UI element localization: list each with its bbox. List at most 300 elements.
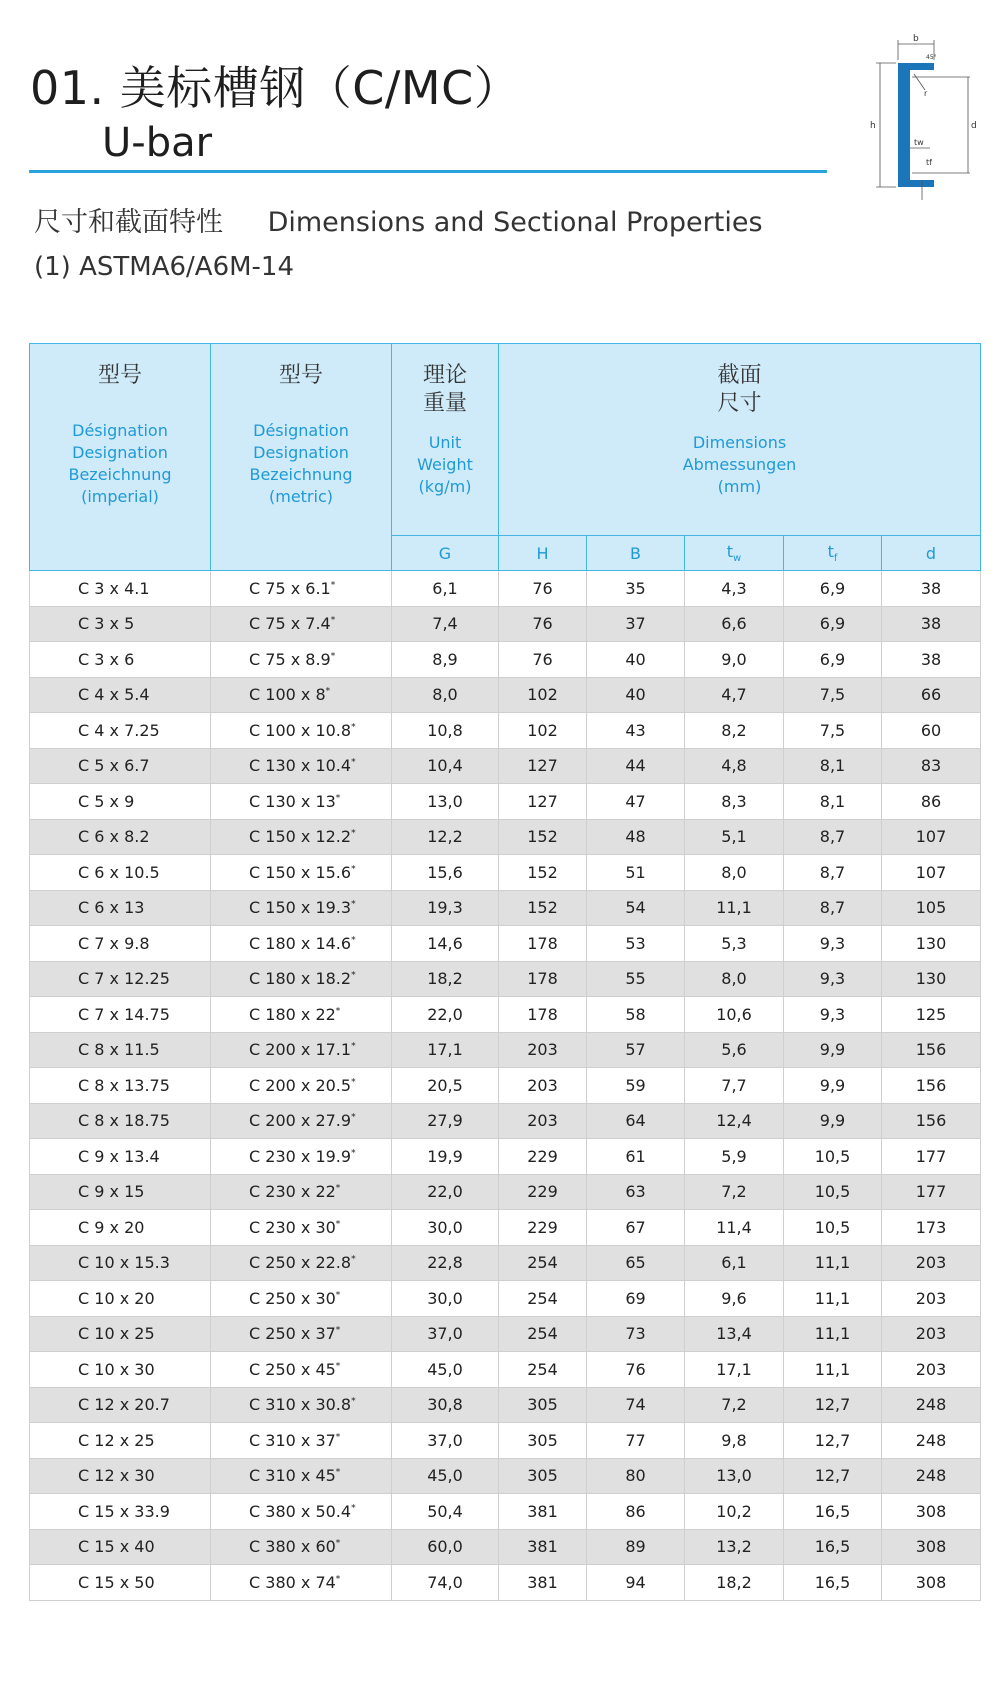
table-cell: 308	[882, 1565, 981, 1601]
table-row	[30, 1281, 981, 1317]
table-cell: 9,9	[784, 1103, 882, 1139]
table-cell: 30,0	[392, 1210, 499, 1246]
metric-mark: *	[351, 1254, 356, 1265]
table-cell	[211, 713, 392, 749]
metric-designation: C 310 x 30.8	[249, 1395, 352, 1415]
table-cell: 10,5	[784, 1210, 882, 1246]
metric-mark: *	[330, 651, 336, 662]
table-row	[30, 1494, 981, 1530]
table-cell: 16,5	[784, 1565, 882, 1601]
table-cell	[211, 606, 392, 642]
table-cell: 229	[499, 1174, 587, 1210]
table-cell: 76	[499, 571, 587, 607]
table-cell: 14,6	[392, 926, 499, 962]
table-cell: 4,7	[685, 677, 784, 713]
table-cell: 12,7	[784, 1458, 882, 1494]
metric-designation: C 150 x 12.2	[249, 827, 352, 847]
metric-mark: *	[335, 793, 341, 804]
table-cell: 152	[499, 855, 587, 891]
metric-designation: C 310 x 37	[249, 1430, 336, 1450]
metric-designation: C 380 x 50.4	[249, 1501, 352, 1521]
table-cell: 13,0	[685, 1458, 784, 1494]
table-cell: 60,0	[392, 1529, 499, 1565]
table-cell: C 7 x 14.75	[30, 997, 211, 1033]
table-cell: C 3 x 4.1	[30, 571, 211, 607]
table-cell: 13,4	[685, 1316, 784, 1352]
table-cell: 130	[882, 926, 981, 962]
table-cell: 74,0	[392, 1565, 499, 1601]
header-en-line: Unit	[428, 433, 462, 452]
table-cell: 12,7	[784, 1423, 882, 1459]
table-cell: 11,1	[784, 1245, 882, 1281]
table-cell: 6,1	[685, 1245, 784, 1281]
subheader-h: H	[499, 536, 587, 571]
table-cell: 5,1	[685, 819, 784, 855]
table-cell	[211, 1316, 392, 1352]
subtitle-chinese: 尺寸和截面特性	[34, 207, 223, 238]
table-cell: C 4 x 5.4	[30, 677, 211, 713]
table-cell: 45,0	[392, 1458, 499, 1494]
table-cell: C 8 x 13.75	[30, 1068, 211, 1104]
table-cell: 254	[499, 1352, 587, 1388]
table-cell: 60	[882, 713, 981, 749]
label-angle: 45°	[926, 54, 937, 61]
table-cell: 130	[882, 961, 981, 997]
table-cell: 59	[587, 1068, 685, 1104]
table-cell: 80	[587, 1458, 685, 1494]
metric-designation: C 200 x 17.1	[249, 1040, 352, 1060]
label-h: h	[870, 121, 876, 131]
table-cell: 156	[882, 1103, 981, 1139]
table-cell	[211, 855, 392, 891]
table-cell: 248	[882, 1387, 981, 1423]
label-tf: tf	[926, 158, 932, 167]
table-cell	[211, 1210, 392, 1246]
table-cell	[211, 926, 392, 962]
metric-mark: *	[335, 1538, 341, 1549]
table-cell: 9,3	[784, 926, 882, 962]
header-en-line: (mm)	[717, 477, 762, 496]
table-cell: C 8 x 18.75	[30, 1103, 211, 1139]
metric-designation: C 200 x 20.5	[249, 1075, 352, 1095]
table-cell: 9,8	[685, 1423, 784, 1459]
table-cell	[211, 677, 392, 713]
table-cell: 54	[587, 890, 685, 926]
table-cell: C 10 x 15.3	[30, 1245, 211, 1281]
metric-designation: C 130 x 13	[249, 791, 336, 811]
table-cell: 7,2	[685, 1387, 784, 1423]
table-cell: 37	[587, 606, 685, 642]
dimensions-table	[29, 343, 981, 1601]
metric-designation: C 380 x 60	[249, 1537, 336, 1557]
metric-mark: *	[351, 899, 356, 910]
table-row	[30, 713, 981, 749]
table-cell: C 6 x 13	[30, 890, 211, 926]
table-row	[30, 748, 981, 784]
subheader-tf-subscript: f	[833, 553, 838, 565]
table-cell: C 12 x 30	[30, 1458, 211, 1494]
metric-designation: C 180 x 14.6	[249, 933, 352, 953]
header-en-line: (kg/m)	[418, 477, 472, 496]
table-cell: 152	[499, 890, 587, 926]
table-cell: 30,8	[392, 1387, 499, 1423]
metric-mark: *	[351, 864, 356, 875]
table-row	[30, 1139, 981, 1175]
table-cell	[211, 1423, 392, 1459]
table-cell: 65	[587, 1245, 685, 1281]
table-cell: 8,0	[392, 677, 499, 713]
metric-mark: *	[335, 1361, 341, 1372]
table-cell	[211, 1529, 392, 1565]
table-cell: 178	[499, 961, 587, 997]
table-cell: 177	[882, 1139, 981, 1175]
table-cell: 9,9	[784, 1032, 882, 1068]
subheader-tf-base: t	[827, 541, 834, 561]
table-cell: 10,4	[392, 748, 499, 784]
table-cell: 8,7	[784, 890, 882, 926]
table-row	[30, 1423, 981, 1459]
table-cell: 10,5	[784, 1139, 882, 1175]
section-subtitle	[34, 200, 763, 239]
table-cell	[211, 997, 392, 1033]
table-cell: 107	[882, 819, 981, 855]
table-cell: 254	[499, 1281, 587, 1317]
subheader-b: B	[587, 536, 685, 571]
table-cell: 125	[882, 997, 981, 1033]
table-cell: 305	[499, 1387, 587, 1423]
table-cell: 76	[499, 642, 587, 678]
table-cell: 27,9	[392, 1103, 499, 1139]
table-cell: 16,5	[784, 1494, 882, 1530]
subheader-g: G	[392, 536, 499, 571]
header-zh: 型号	[97, 363, 142, 388]
table-row	[30, 1316, 981, 1352]
table-row	[30, 784, 981, 820]
table-cell: 6,1	[392, 571, 499, 607]
table-cell: 381	[499, 1494, 587, 1530]
table-cell: 43	[587, 713, 685, 749]
header-dimensions	[499, 344, 981, 536]
metric-designation: C 100 x 8	[249, 685, 326, 705]
table-cell: C 5 x 9	[30, 784, 211, 820]
table-cell	[211, 1245, 392, 1281]
table-cell: 30,0	[392, 1281, 499, 1317]
table-cell: 40	[587, 677, 685, 713]
metric-mark: *	[351, 757, 356, 768]
metric-mark: *	[351, 1077, 356, 1088]
table-cell: 7,5	[784, 677, 882, 713]
table-row	[30, 1032, 981, 1068]
table-cell: C 3 x 5	[30, 606, 211, 642]
table-cell: 12,2	[392, 819, 499, 855]
header-metric-designation	[211, 344, 392, 571]
table-cell: 18,2	[685, 1565, 784, 1601]
table-cell: 203	[882, 1316, 981, 1352]
table-cell: 66	[882, 677, 981, 713]
metric-mark: *	[335, 1432, 341, 1443]
metric-mark: *	[351, 1396, 356, 1407]
table-cell: 8,9	[392, 642, 499, 678]
header-en-line: Weight	[417, 455, 473, 474]
header-zh-line: 截面	[717, 363, 762, 388]
table-cell: 7,4	[392, 606, 499, 642]
table-cell: 156	[882, 1068, 981, 1104]
header-en-line: (metric)	[268, 487, 333, 506]
header-en-line: Dimensions	[692, 433, 787, 452]
page-title: 01. 美标槽钢（C/MC）	[30, 61, 521, 115]
table-cell: C 15 x 50	[30, 1565, 211, 1601]
table-cell: 7,5	[784, 713, 882, 749]
table-cell: 229	[499, 1210, 587, 1246]
table-cell: 229	[499, 1139, 587, 1175]
table-cell: 12,7	[784, 1387, 882, 1423]
table-cell: C 10 x 30	[30, 1352, 211, 1388]
table-cell: 203	[882, 1352, 981, 1388]
table-cell: 8,0	[685, 961, 784, 997]
table-cell: 10,8	[392, 713, 499, 749]
table-cell	[211, 1494, 392, 1530]
subheader-tw-base: t	[726, 541, 734, 561]
table-cell: 6,6	[685, 606, 784, 642]
table-row	[30, 819, 981, 855]
table-cell: 9,6	[685, 1281, 784, 1317]
table-cell: 4,3	[685, 571, 784, 607]
metric-mark: *	[335, 1006, 341, 1017]
table-row	[30, 1068, 981, 1104]
table-cell: 19,3	[392, 890, 499, 926]
table-cell: 248	[882, 1458, 981, 1494]
table-cell: 19,9	[392, 1139, 499, 1175]
table-cell: C 5 x 6.7	[30, 748, 211, 784]
table-cell: C 12 x 20.7	[30, 1387, 211, 1423]
table-cell: 37,0	[392, 1423, 499, 1459]
table-cell: 8,0	[685, 855, 784, 891]
table-cell: C 9 x 15	[30, 1174, 211, 1210]
table-cell: 17,1	[685, 1352, 784, 1388]
table-row	[30, 997, 981, 1033]
table-cell: C 8 x 11.5	[30, 1032, 211, 1068]
metric-designation: C 130 x 10.4	[249, 756, 352, 776]
table-cell	[211, 819, 392, 855]
table-cell	[211, 1352, 392, 1388]
table-cell: 35	[587, 571, 685, 607]
table-cell: 6,9	[784, 606, 882, 642]
table-cell: 107	[882, 855, 981, 891]
table-cell: 6,9	[784, 642, 882, 678]
table-cell: 63	[587, 1174, 685, 1210]
metric-designation: C 150 x 19.3	[249, 898, 352, 918]
table-cell: 22,8	[392, 1245, 499, 1281]
table-row	[30, 1352, 981, 1388]
subheader-tw-subscript: w	[733, 553, 742, 565]
table-cell	[211, 1174, 392, 1210]
table-cell	[211, 1068, 392, 1104]
table-cell: 102	[499, 713, 587, 749]
metric-mark: *	[335, 1290, 341, 1301]
table-row	[30, 1174, 981, 1210]
header-zh-line: 尺寸	[717, 391, 762, 416]
label-d: d	[971, 121, 977, 131]
table-cell: 8,1	[784, 748, 882, 784]
metric-designation: C 200 x 27.9	[249, 1111, 352, 1131]
table-cell	[211, 748, 392, 784]
table-cell: 8,3	[685, 784, 784, 820]
metric-designation: C 75 x 6.1	[249, 578, 331, 598]
table-cell: 308	[882, 1494, 981, 1530]
table-cell: 38	[882, 571, 981, 607]
metric-mark: *	[351, 970, 356, 981]
header-zh-line: 重量	[422, 391, 467, 416]
table-row	[30, 1210, 981, 1246]
table-cell	[211, 1458, 392, 1494]
metric-mark: *	[335, 1183, 341, 1194]
header-en-line: Bezeichnung	[249, 465, 353, 484]
table-cell: 11,1	[784, 1281, 882, 1317]
table-cell: 156	[882, 1032, 981, 1068]
label-b: b	[913, 34, 919, 44]
metric-designation: C 230 x 19.9	[249, 1146, 352, 1166]
metric-designation: C 250 x 22.8	[249, 1253, 352, 1273]
table-cell: C 12 x 25	[30, 1423, 211, 1459]
metric-mark: *	[351, 1041, 356, 1052]
table-cell: 83	[882, 748, 981, 784]
table-cell: 305	[499, 1423, 587, 1459]
metric-mark: *	[351, 935, 356, 946]
header-en-line: Abmessungen	[682, 455, 797, 474]
table-cell: 5,6	[685, 1032, 784, 1068]
metric-mark: *	[351, 722, 356, 733]
table-row	[30, 890, 981, 926]
table-cell: 177	[882, 1174, 981, 1210]
table-cell: 94	[587, 1565, 685, 1601]
table-cell: 18,2	[392, 961, 499, 997]
table-cell: 57	[587, 1032, 685, 1068]
table-cell: 105	[882, 890, 981, 926]
table-row	[30, 677, 981, 713]
table-cell: 4,8	[685, 748, 784, 784]
table-cell: C 9 x 20	[30, 1210, 211, 1246]
table-cell: C 7 x 12.25	[30, 961, 211, 997]
table-cell: 7,7	[685, 1068, 784, 1104]
table-cell: 203	[882, 1245, 981, 1281]
channel-section-diagram	[870, 30, 980, 220]
table-row	[30, 606, 981, 642]
table-cell: 9,0	[685, 642, 784, 678]
table-cell: 13,2	[685, 1529, 784, 1565]
page-title-english: U-bar	[102, 120, 213, 166]
table-cell: 61	[587, 1139, 685, 1175]
table-cell: 5,9	[685, 1139, 784, 1175]
table-cell: C 15 x 33.9	[30, 1494, 211, 1530]
table-cell: 53	[587, 926, 685, 962]
table-cell	[211, 1387, 392, 1423]
metric-designation: C 250 x 30	[249, 1288, 336, 1308]
table-cell: 77	[587, 1423, 685, 1459]
table-cell: 86	[587, 1494, 685, 1530]
metric-designation: C 75 x 8.9	[249, 649, 331, 669]
table-cell: 40	[587, 642, 685, 678]
table-cell	[211, 961, 392, 997]
table-cell: 48	[587, 819, 685, 855]
table-cell: C 7 x 9.8	[30, 926, 211, 962]
table-cell	[211, 571, 392, 607]
table-row	[30, 855, 981, 891]
table-cell: C 6 x 8.2	[30, 819, 211, 855]
table-cell: 89	[587, 1529, 685, 1565]
table-cell: 203	[499, 1032, 587, 1068]
table-cell: 308	[882, 1529, 981, 1565]
table-cell: 102	[499, 677, 587, 713]
header-en-line: Désignation	[253, 421, 349, 440]
table-cell: 73	[587, 1316, 685, 1352]
table-cell: 11,1	[784, 1316, 882, 1352]
table-cell: 127	[499, 748, 587, 784]
table-cell: 254	[499, 1245, 587, 1281]
table-cell: 76	[499, 606, 587, 642]
table-cell: 38	[882, 606, 981, 642]
table-cell	[211, 1032, 392, 1068]
table-cell: 381	[499, 1529, 587, 1565]
table-cell: 6,9	[784, 571, 882, 607]
table-cell: 9,3	[784, 961, 882, 997]
table-cell: 74	[587, 1387, 685, 1423]
table-cell: 16,5	[784, 1529, 882, 1565]
table-cell: 203	[499, 1103, 587, 1139]
table-cell: 76	[587, 1352, 685, 1388]
header-imperial-designation	[30, 344, 211, 571]
table-cell	[211, 1565, 392, 1601]
table-cell: 58	[587, 997, 685, 1033]
table-cell: 9,3	[784, 997, 882, 1033]
metric-mark: *	[330, 615, 336, 626]
metric-designation: C 150 x 15.6	[249, 862, 352, 882]
subheader-tf	[784, 536, 882, 571]
table-body	[30, 571, 981, 1601]
table-cell: 8,1	[784, 784, 882, 820]
title-divider	[29, 170, 827, 173]
table-cell: 13,0	[392, 784, 499, 820]
metric-designation: C 230 x 22	[249, 1182, 336, 1202]
table-cell: 12,4	[685, 1103, 784, 1139]
metric-designation: C 75 x 7.4	[249, 614, 331, 634]
table-cell: 8,7	[784, 855, 882, 891]
label-tw: tw	[914, 138, 924, 147]
metric-designation: C 230 x 30	[249, 1217, 336, 1237]
metric-mark: *	[335, 1325, 341, 1336]
header-unit-weight	[392, 344, 499, 536]
metric-designation: C 100 x 10.8	[249, 720, 352, 740]
label-r: r	[924, 89, 928, 98]
table-cell	[211, 890, 392, 926]
metric-mark: *	[335, 1467, 341, 1478]
metric-designation: C 380 x 74	[249, 1572, 336, 1592]
header-en-line: Designation	[253, 443, 349, 462]
table-cell: C 6 x 10.5	[30, 855, 211, 891]
table-cell	[211, 1139, 392, 1175]
metric-mark: *	[351, 1148, 356, 1159]
metric-designation: C 180 x 18.2	[249, 969, 352, 989]
table-cell: 381	[499, 1565, 587, 1601]
table-cell: 7,2	[685, 1174, 784, 1210]
channel-profile	[898, 63, 934, 187]
table-cell: 203	[882, 1281, 981, 1317]
table-cell: 17,1	[392, 1032, 499, 1068]
header-en-line: Désignation	[72, 421, 168, 440]
table-cell: 203	[499, 1068, 587, 1104]
table-cell: 86	[882, 784, 981, 820]
metric-mark: *	[351, 1112, 356, 1123]
table-cell: 11,1	[685, 890, 784, 926]
